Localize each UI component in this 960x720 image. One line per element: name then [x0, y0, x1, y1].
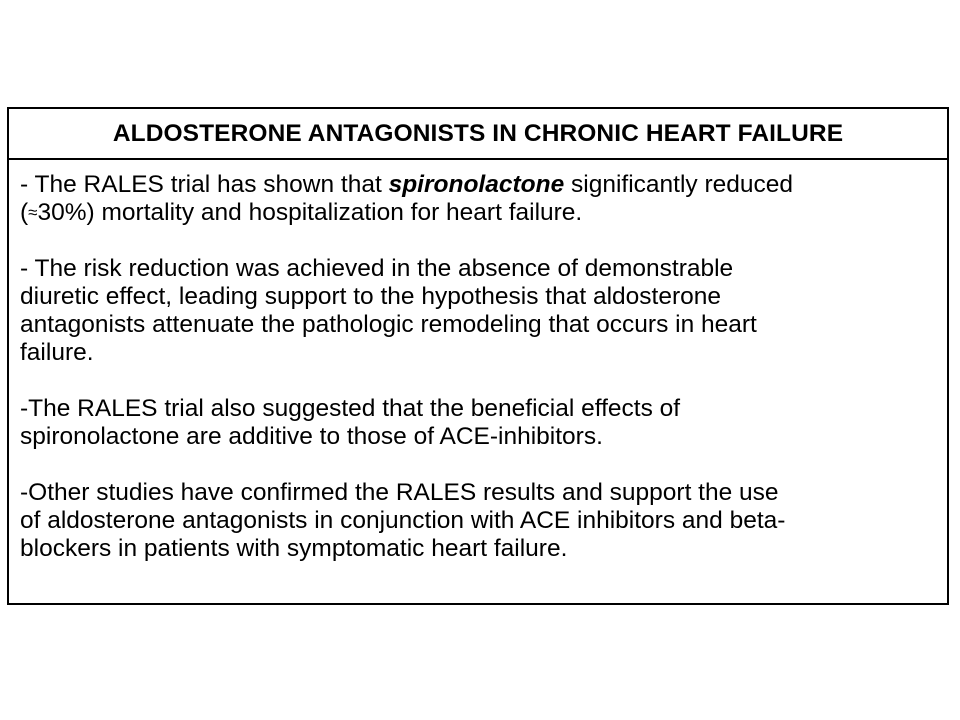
- approx-symbol: ≈: [28, 203, 38, 222]
- slide-title: ALDOSTERONE ANTAGONISTS IN CHRONIC HEART FAILURE: [112, 119, 844, 147]
- text-segment: 30%) mortality and hospitalization for heart failure.: [37, 199, 583, 226]
- text-segment: - The RALES trial has shown that: [20, 171, 389, 198]
- paragraph-risk-reduction: [20, 255, 937, 367]
- text-line: failure.: [20, 339, 94, 366]
- content-body: [9, 160, 947, 563]
- text-line: of aldosterone antagonists in conjunction with ACE inhibitors and beta-: [20, 507, 786, 534]
- text-line: spironolactone are additive to those of ACE-inhibitors.: [20, 423, 603, 450]
- drug-name-emphasis: spironolactone: [388, 171, 565, 198]
- text-segment: significantly reduced: [564, 171, 793, 198]
- paragraph-other-studies: [20, 479, 937, 563]
- text-line: -The RALES trial also suggested that the beneficial effects of: [20, 395, 681, 422]
- content-box: [7, 107, 949, 605]
- text-line: [20, 171, 937, 199]
- text-segment: (: [20, 199, 29, 226]
- title-bar: [9, 109, 947, 160]
- paragraph-additive-effects: [20, 395, 937, 451]
- text-line: -Other studies have confirmed the RALES results and support the use: [20, 479, 779, 506]
- text-line: blockers in patients with symptomatic heart failure.: [20, 535, 568, 562]
- text-line: [20, 199, 937, 227]
- text-line: antagonists attenuate the pathologic remodeling that occurs in heart: [20, 311, 757, 338]
- text-line: - The risk reduction was achieved in the absence of demonstrable: [20, 255, 734, 282]
- text-line: diuretic effect, leading support to the hypothesis that aldosterone: [20, 283, 721, 310]
- paragraph-rales-result: [20, 171, 937, 227]
